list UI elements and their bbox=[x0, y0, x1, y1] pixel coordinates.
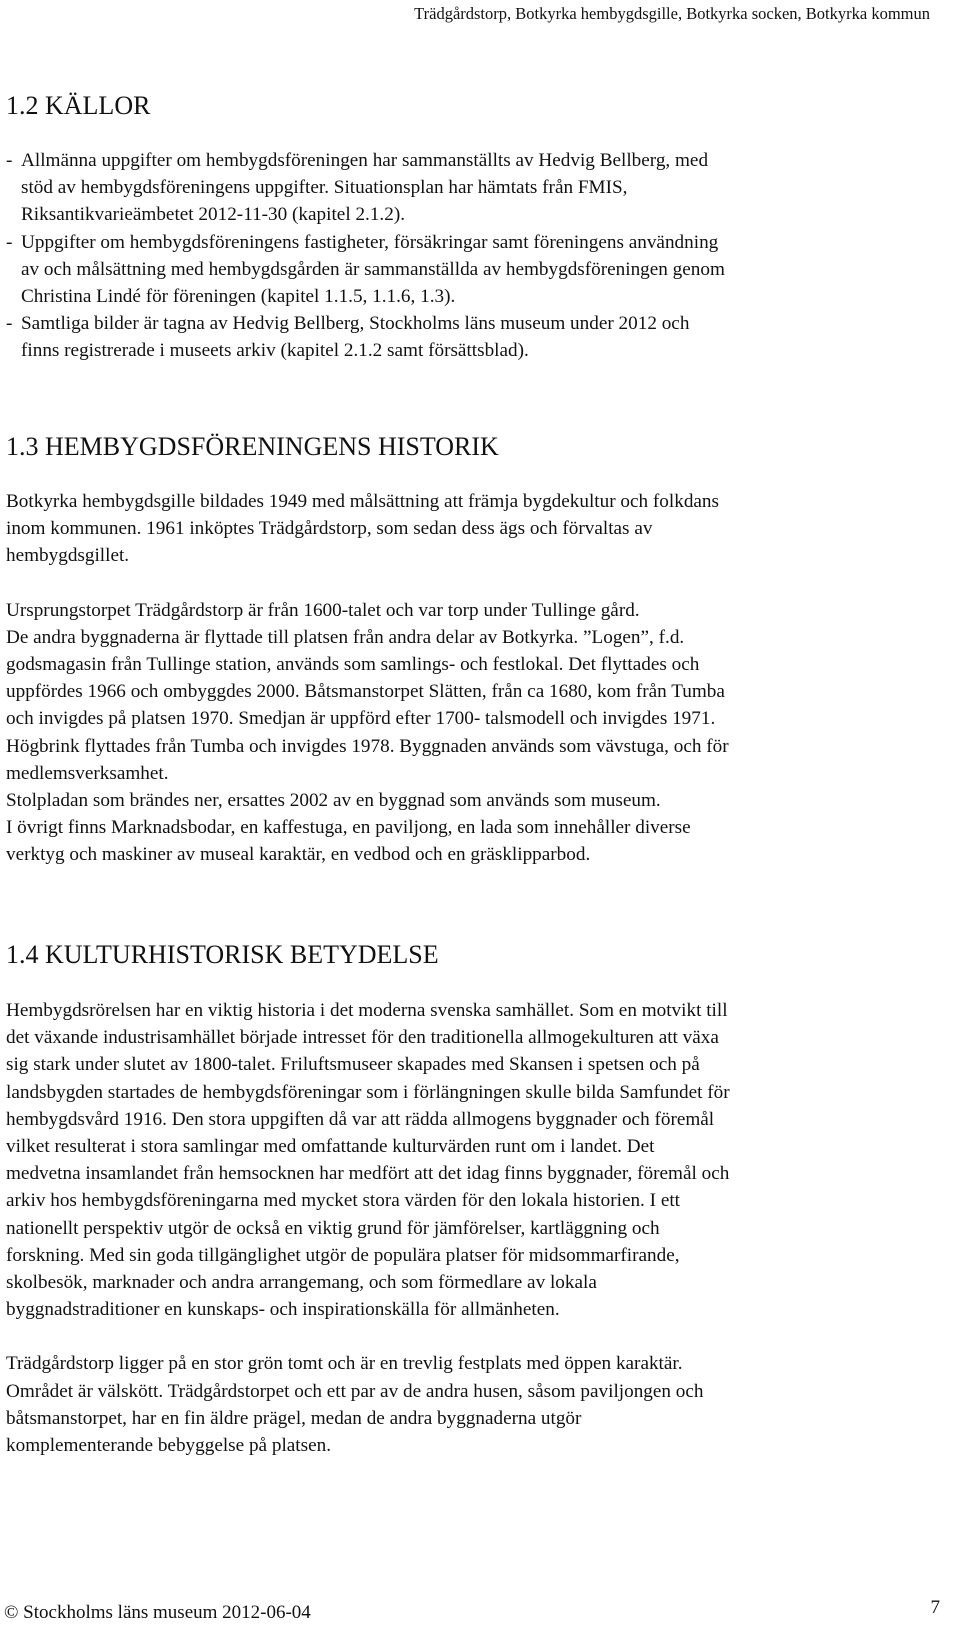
text-line: komplementerande bebyggelse på platsen. bbox=[6, 1435, 332, 1457]
text-line: av och målsättning med hembygdsgården är sammanställda av hembygdsföreningen genom bbox=[21, 258, 725, 280]
section-heading-historik: 1.3 HEMBYGDSFÖRENINGENS HISTORIK bbox=[6, 432, 499, 461]
text-line: Området är välskött. Trädgårdstorpet och ett par av de andra husen, såsom paviljongen och bbox=[6, 1380, 704, 1402]
running-header: Trädgårdstorp, Botkyrka hembygdsgille, Botkyrka socken, Botkyrka kommun bbox=[414, 4, 930, 23]
text-line: Högbrink flyttades från Tumba och invigdes 1978. Byggnaden används som vävstuga, och för bbox=[6, 735, 729, 757]
text-line: det växande industrisamhället började intresset för den traditionella allmogekulturen att växa bbox=[6, 1027, 719, 1049]
list-dash: - bbox=[6, 150, 13, 171]
text-line: Samtliga bilder är tagna av Hedvig Bellberg, Stockholms läns museum under 2012 och bbox=[21, 313, 690, 335]
copyright-notice: © Stockholms läns museum 2012-06-04 bbox=[4, 1602, 311, 1623]
section-heading-kulturhistorisk: 1.4 KULTURHISTORISK BETYDELSE bbox=[6, 940, 439, 969]
text-line: Botkyrka hembygdsgille bildades 1949 med målsättning att främja bygdekultur och folkdans bbox=[6, 491, 719, 512]
text-line: Riksantikvarieämbetet 2012-11-30 (kapitel 2.1.2). bbox=[21, 204, 406, 226]
text-line: hembygdsgillet. bbox=[6, 545, 130, 567]
text-line: Uppgifter om hembygdsföreningens fastigheter, försäkringar samt föreningens användning bbox=[21, 231, 719, 253]
text-line: Allmänna uppgifter om hembygdsföreningen har sammanställts av Hedvig Bellberg, med bbox=[21, 150, 709, 171]
text-line: Ursprungstorpet Trädgårdstorp är från 1600-talet och var torp under Tullinge gård. bbox=[6, 599, 640, 621]
list-dash: - bbox=[6, 313, 13, 335]
text-line: stöd av hembygdsföreningens uppgifter. Situationsplan har hämtats från FMIS, bbox=[21, 177, 628, 199]
text-line: och invigdes på platsen 1970. Smedjan är uppförd efter 1700- talsmodell och invigdes 1971. bbox=[6, 708, 716, 730]
text-line: sig stark under slutet av 1800-talet. Friluftsmuseer skapades med Skansen i spetsen och på bbox=[6, 1054, 700, 1076]
text-line: De andra byggnaderna är flyttade till platsen från andra delar av Botkyrka. ”Logen”, f.d. bbox=[6, 626, 685, 648]
text-line: båtsmanstorpet, har en fin äldre prägel, medan de andra byggnaderna utgör bbox=[6, 1407, 582, 1429]
text-line: Stolpladan som brändes ner, ersattes 2002 av en byggnad som används som museum. bbox=[6, 790, 661, 812]
text-line: vilket resulterat i stora samlingar med omfattande kulturvärden runt om i landet. Det bbox=[6, 1136, 655, 1158]
text-line: inom kommunen. 1961 inköptes Trädgårdstorp, som sedan dess ägs och förvaltas av bbox=[6, 518, 653, 540]
text-line: landsbygden startades de hembygdsföreningar som i förlängningen skulle bilda Samfundet för bbox=[6, 1081, 730, 1103]
sources-list-item bbox=[6, 310, 940, 364]
text-line: medlemsverksamhet. bbox=[6, 762, 169, 784]
text-line: skolbesök, marknader och andra arrangemang, och som förmedlare av lokala bbox=[6, 1272, 597, 1294]
paragraph bbox=[6, 597, 940, 869]
text-line: finns registrerade i museets arkiv (kapitel 2.1.2 samt försättsblad). bbox=[21, 340, 529, 362]
text-line: uppfördes 1966 och ombyggdes 2000. Båtsmanstorpet Slätten, från ca 1680, kom från Tumba bbox=[6, 681, 725, 703]
paragraph bbox=[6, 1350, 940, 1459]
text-line: verktyg och maskiner av museal karaktär, en vedbod och en gräsklipparbod. bbox=[6, 844, 591, 866]
sources-list-item bbox=[6, 147, 940, 229]
text-line: forskning. Med sin goda tillgänglighet utgör de populära platser för midsommarfirande, bbox=[6, 1244, 680, 1266]
text-line: byggnadstraditioner en kunskaps- och inspirationskälla för allmänheten. bbox=[6, 1299, 560, 1321]
sources-list-item bbox=[6, 229, 940, 311]
historik-body bbox=[6, 488, 940, 869]
text-line: godsmagasin från Tullinge station, används som samlings- och festlokal. Det flyttades och bbox=[6, 654, 700, 676]
section-heading-kallor: 1.2 KÄLLOR bbox=[6, 91, 151, 120]
text-line: I övrigt finns Marknadsbodar, en kaffestuga, en paviljong, en lada som innehåller diverse bbox=[6, 817, 691, 839]
paragraph bbox=[6, 997, 940, 1323]
text-line: Trädgårdstorp ligger på en stor grön tomt och är en trevlig festplats med öppen karaktär. bbox=[6, 1353, 683, 1375]
kulturhistorisk-body bbox=[6, 997, 940, 1459]
text-line: hembygdsvård 1916. Den stora uppgiften då var att rädda allmogens byggnader och föremål bbox=[6, 1108, 715, 1130]
text-line: Christina Lindé för föreningen (kapitel 1.1.5, 1.1.6, 1.3). bbox=[21, 286, 456, 308]
page-footer bbox=[0, 1597, 940, 1626]
sources-list bbox=[6, 147, 940, 365]
text-line: medvetna insamlandet från hemsocknen har medfört att det idag finns byggnader, föremål och bbox=[6, 1163, 730, 1185]
paragraph bbox=[6, 488, 940, 570]
text-line: arkiv hos hembygdsföreningarna med mycket stora värden för den lokala historien. I ett bbox=[6, 1190, 681, 1212]
text-line: nationellt perspektiv utgör de också en viktig grund för jämförelser, kartläggning och bbox=[6, 1217, 660, 1239]
list-dash: - bbox=[6, 231, 13, 253]
page-number: 7 bbox=[930, 1597, 940, 1618]
text-line: Hembygdsrörelsen har en viktig historia i det moderna svenska samhället. Som en motvikt till bbox=[6, 1000, 728, 1021]
